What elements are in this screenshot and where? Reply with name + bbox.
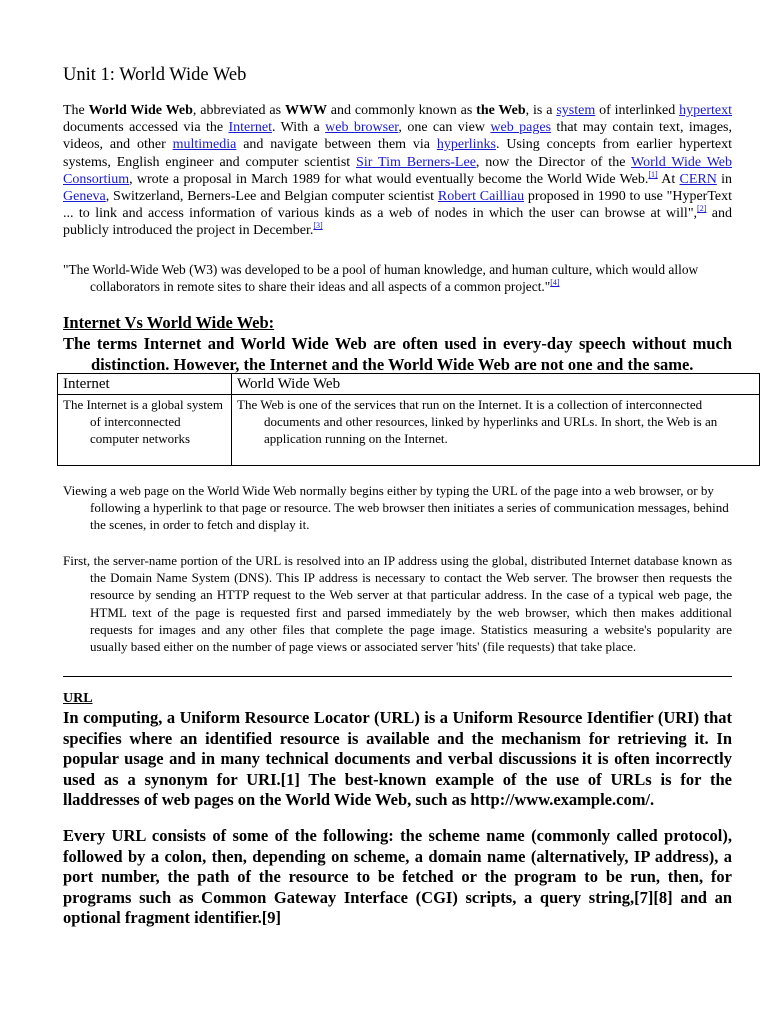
quote-text: "The World-Wide Web (W3) was developed to be a pool of human knowledge, and human culture, which would allow collaborators in remote sites to share their ideas and all aspects of a common project." [63, 262, 699, 295]
table-header-row [58, 374, 760, 395]
text: that may contain text, images, videos, and other [63, 120, 733, 153]
terms-paragraph: The terms Internet and World Wide Web are often used in every-day speech without much distinction. However, the Internet and the World Wide Web are not one and the same. [63, 334, 732, 374]
text: of interlinked [595, 103, 680, 118]
text: In computing, a [63, 708, 180, 727]
text: ( [369, 708, 380, 727]
page-title: Unit 1: World Wide Web [63, 65, 247, 85]
text: , abbreviated as [192, 103, 285, 118]
dns-paragraph: First, the server-name portion of the URL is resolved into an IP address using the global, distributed Internet database known as the Domain Name System (DNS). This IP address is necessary to contact the Web server. The browser then requests the resource by sending an HTTP request to the Web server at that particular address. In the case of a typical web page, the HTML text of the page is requested first and parsed immediately by the web browser, which then makes additional requests for images and any other files that complete the page image. Statistics measuring a website's popularity are usually based either on the number of page views or associated server 'hits' (file requests) that take place. [63, 553, 732, 655]
text: . Using concepts from earlier hypertext systems, English engineer and computer scientist [63, 137, 732, 170]
text: proposed in 1990 to use "HyperText ... to link and access information of various kinds as a web of nodes in which the user can browse at will", [63, 189, 733, 222]
intro-paragraph [63, 102, 732, 240]
text: , wrote a proposal in March 1989 for what would eventually become the World Wide Web. [129, 171, 649, 187]
text: The [63, 103, 89, 118]
viewing-paragraph: Viewing a web page on the World Wide Web normally begins either by typing the URL of the page into a web browser, or by following a hyperlink to that page or resource. The web browser then initiates a series of communication messages, behind the scenes, in order to fetch and display it. [63, 483, 729, 533]
footnote-ref[interactable]: [2] [697, 204, 707, 214]
table-cell-internet [58, 395, 232, 466]
footnote-ref[interactable]: [1] [648, 169, 658, 179]
url-components-paragraph: Every URL consists of some of the following: the scheme name (commonly called protocol), followed by a colon, then, depending on scheme, a domain name (alternatively, IP address), a port number, the path of the resource to be fetched or the program to be run, then, for programs such as Common Gateway Interface (CGI) scripts, a query string,[7][8] and an optional fragment identifier.[9] [63, 826, 732, 927]
url-heading: URL [63, 691, 93, 706]
link-cern[interactable]: CERN [679, 171, 717, 187]
table-row [58, 395, 760, 466]
term-url-abbrev: URL [379, 708, 415, 727]
link-system[interactable]: system [556, 103, 596, 118]
term-www-bold: World Wide Web [88, 103, 193, 118]
text: . With a [272, 120, 326, 136]
footnote-ref[interactable]: [4] [550, 278, 560, 288]
text: ) is a Uniform Resource Identifier (URI) that specifies where an identified resource is available and the mechanism for retrieving it. In popular usage and in many technical documents and verbal discussions it is often incorrectly used as a synonym for URI.[1] The best-known example of the use of URLs is for the lladdresses of web pages on the World Wide Web, such as http://www.example.com/. [63, 708, 733, 809]
column-header-internet: Internet [58, 374, 232, 395]
text: , one can view [398, 120, 491, 136]
link-geneva[interactable]: Geneva [63, 189, 106, 205]
term-theweb-bold: the Web [476, 103, 526, 118]
column-header-www: World Wide Web [232, 374, 760, 395]
footnote-ref[interactable]: [3] [313, 221, 323, 231]
text: and commonly known as [326, 103, 477, 118]
text: , Switzerland, Berners-Lee and Belgian computer scientist [105, 189, 438, 205]
table-cell-www [232, 395, 760, 466]
section-heading: Internet Vs World Wide Web: [63, 313, 275, 332]
term-abbrev-bold: WWW [284, 103, 327, 118]
cell-text: The Web is one of the services that run on the Internet. It is a collection of interconnected documents and other resources, linked by hyperlinks and URLs. In short, the Web is an application running on the Internet. [237, 397, 718, 447]
link-robert-cailliau[interactable]: Robert Cailliau [437, 189, 525, 205]
quote-paragraph [63, 261, 732, 295]
text: and publicly introduced the project in December. [63, 206, 732, 239]
term-url-full: Uniform Resource Locator [179, 708, 370, 727]
text: , is a [525, 103, 557, 118]
link-w3c[interactable]: World Wide Web Consortium [63, 154, 733, 187]
text: in [716, 171, 733, 187]
link-tim-berners-lee[interactable]: Sir Tim Berners-Lee [356, 154, 476, 170]
text: documents accessed via the [63, 120, 229, 136]
text: At [657, 171, 680, 187]
url-paragraph [63, 708, 732, 811]
link-hypertext[interactable]: hypertext [679, 103, 733, 118]
text: , now the Director of the [475, 154, 632, 170]
link-multimedia[interactable]: multimedia [172, 137, 237, 153]
comparison-table [57, 373, 760, 466]
link-internet[interactable]: Internet [228, 120, 272, 136]
text: and navigate between them via [236, 137, 437, 153]
cell-text: The Internet is a global system of interconnected computer networks [63, 397, 223, 447]
link-web-pages[interactable]: web pages [490, 120, 552, 136]
link-hyperlinks[interactable]: hyperlinks [436, 137, 496, 153]
link-web-browser[interactable]: web browser [325, 120, 399, 136]
horizontal-divider [63, 676, 732, 677]
